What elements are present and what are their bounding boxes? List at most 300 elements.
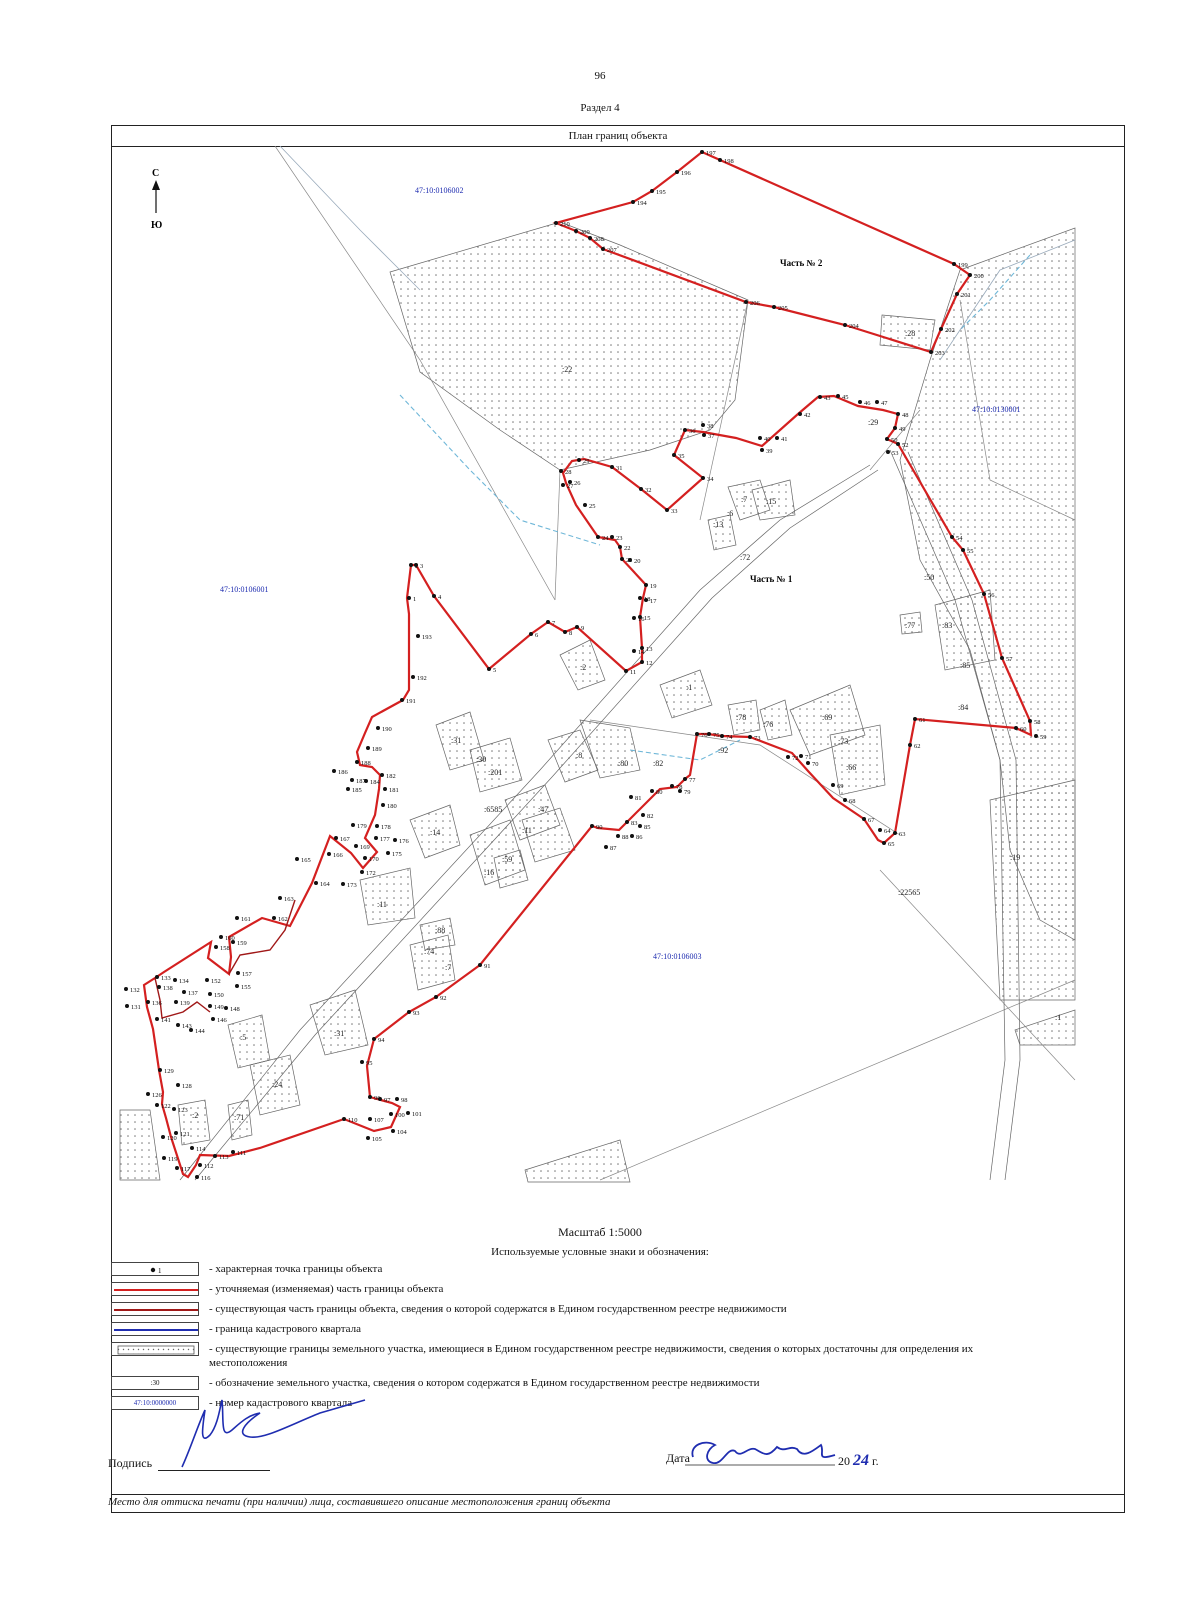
- point-label: 46: [864, 400, 871, 407]
- parcel-label: :13: [713, 520, 724, 529]
- quarter-label: 47:10:0106003: [653, 952, 702, 961]
- point-label: 119: [168, 1156, 178, 1163]
- boundary-point: [411, 675, 415, 679]
- point-label: 75: [713, 732, 720, 739]
- boundary-point: [639, 487, 643, 491]
- boundary-point: [157, 985, 161, 989]
- boundary-point: [629, 795, 633, 799]
- boundary-point: [368, 1095, 372, 1099]
- boundary-point: [235, 984, 239, 988]
- boundary-point: [236, 971, 240, 975]
- boundary-point: [885, 437, 889, 441]
- footer-divider: [111, 1494, 1125, 1495]
- point-label: 162: [278, 916, 288, 923]
- point-label: 33: [671, 508, 678, 515]
- boundary-point: [155, 1103, 159, 1107]
- point-label: 22: [624, 545, 631, 552]
- boundary-point: [342, 1117, 346, 1121]
- boundary-point: [588, 236, 592, 240]
- point-label: 54: [956, 535, 963, 542]
- boundary-point: [231, 1150, 235, 1154]
- point-label: 129: [164, 1068, 174, 1075]
- point-label: 43: [824, 395, 831, 402]
- compass-north: С: [152, 168, 160, 179]
- parcel-label: :71: [234, 1113, 245, 1122]
- point-label: 11: [630, 669, 637, 676]
- boundary-point: [775, 436, 779, 440]
- boundary-point: [618, 545, 622, 549]
- point-label: 146: [217, 1017, 227, 1024]
- point-label: 112: [204, 1163, 214, 1170]
- point-label: 20: [634, 558, 641, 565]
- point-label: 185: [352, 787, 362, 794]
- boundary-point: [155, 975, 159, 979]
- point-label: 31: [616, 465, 623, 472]
- parcel-label: :5: [240, 1033, 247, 1042]
- signature-label: Подпись: [108, 1456, 153, 1470]
- boundary-point: [610, 465, 614, 469]
- point-label: 24: [602, 535, 609, 542]
- boundary-point: [434, 995, 438, 999]
- boundary-point: [561, 483, 565, 487]
- point-label: 137: [188, 990, 198, 997]
- point-label: 78: [676, 784, 683, 791]
- point-label: 207: [607, 247, 617, 254]
- boundary-point: [640, 660, 644, 664]
- boundary-point: [195, 1175, 199, 1179]
- boundary-point: [224, 1006, 228, 1010]
- boundary-point: [843, 798, 847, 802]
- point-label: 172: [366, 870, 376, 877]
- point-label: 52: [902, 442, 909, 449]
- parcel-label: :11: [522, 826, 532, 835]
- point-label: 128: [182, 1083, 192, 1090]
- boundary-point: [683, 428, 687, 432]
- boundary-point: [400, 698, 404, 702]
- point-label: 197: [706, 150, 716, 157]
- boundary-point: [968, 273, 972, 277]
- point-label: 53: [892, 450, 899, 457]
- point-label: 114: [196, 1146, 206, 1153]
- point-label: 82: [647, 813, 654, 820]
- boundary-point: [650, 189, 654, 193]
- point-label: 48: [902, 412, 909, 419]
- boundary-point: [939, 327, 943, 331]
- parcel-label: :74: [424, 947, 435, 956]
- point-label: 80: [656, 789, 663, 796]
- boundary-point: [806, 761, 810, 765]
- point-label: 160: [225, 935, 235, 942]
- boundary-point: [155, 1017, 159, 1021]
- boundary-point: [487, 667, 491, 671]
- boundary-point: [596, 535, 600, 539]
- point-label: 110: [348, 1117, 358, 1124]
- boundary-point: [843, 323, 847, 327]
- part-label: Часть № 2: [780, 258, 823, 268]
- boundary-point: [798, 412, 802, 416]
- boundary-point: [577, 458, 581, 462]
- footer-note: Место для оттиска печати (при наличии) лица, составившего описание местоположения границ объекта: [108, 1496, 611, 1508]
- boundary-point: [799, 754, 803, 758]
- boundary-point: [632, 649, 636, 653]
- boundary-point: [641, 813, 645, 817]
- point-label: 85: [644, 824, 651, 831]
- boundary-point: [389, 1112, 393, 1116]
- boundary-point: [1034, 734, 1038, 738]
- part-label: Часть № 1: [750, 574, 793, 584]
- boundary-point: [416, 634, 420, 638]
- boundary-point: [380, 773, 384, 777]
- legend-swatch-parcel-label: :30: [111, 1376, 199, 1390]
- legend-text: - характерная точка границы объекта: [209, 1263, 383, 1275]
- parcel-label: :2: [192, 1111, 199, 1120]
- point-label: 79: [684, 789, 691, 796]
- boundary-point: [174, 1000, 178, 1004]
- point-label: 116: [201, 1175, 211, 1182]
- point-label: 184: [370, 779, 380, 786]
- point-label: 59: [1040, 734, 1047, 741]
- point-label: 169: [360, 844, 370, 851]
- point-label: 87: [610, 845, 617, 852]
- point-label: 1: [413, 596, 417, 603]
- boundary-point: [366, 746, 370, 750]
- point-label: 196: [681, 170, 691, 177]
- point-label: 67: [868, 817, 875, 824]
- boundary-point: [701, 423, 705, 427]
- point-label: 40: [764, 436, 771, 443]
- boundary-point: [858, 400, 862, 404]
- legend-text: - существующая часть границы объекта, сведения о которой содержатся в Едином государственном реестре недвижимости: [209, 1303, 787, 1315]
- parcel-label: :22: [562, 365, 573, 374]
- compass: [151, 168, 162, 231]
- map-scale: Масштаб 1:5000: [558, 1225, 642, 1239]
- date-year-suffix: г.: [872, 1454, 879, 1468]
- boundary-point: [351, 823, 355, 827]
- boundary-point: [631, 200, 635, 204]
- point-label: 38: [707, 423, 714, 430]
- boundary-point: [702, 433, 706, 437]
- point-label: 81: [635, 795, 642, 802]
- boundary-point: [886, 450, 890, 454]
- legend-text: - уточняемая (изменяемая) часть границы объекта: [209, 1283, 444, 1295]
- point-label: 176: [399, 838, 409, 845]
- boundary-point: [208, 1004, 212, 1008]
- parcel-label: :77: [905, 621, 916, 630]
- point-label: 181: [389, 787, 399, 794]
- boundary-point: [1028, 719, 1032, 723]
- boundary-point: [235, 916, 239, 920]
- parcel-label: :30: [476, 755, 487, 764]
- boundary-point: [955, 292, 959, 296]
- point-label: 7: [552, 620, 556, 627]
- parcel-label: :72: [740, 553, 751, 562]
- boundary-point: [760, 448, 764, 452]
- boundary-point: [644, 583, 648, 587]
- point-label: 173: [347, 882, 357, 889]
- boundary-point: [700, 150, 704, 154]
- boundary-point: [372, 1037, 376, 1041]
- parcel-label: :28: [905, 329, 916, 338]
- point-label: 34: [707, 476, 714, 483]
- boundary-point: [161, 1135, 165, 1139]
- boundary-point: [172, 1107, 176, 1111]
- boundary-point: [407, 1010, 411, 1014]
- point-label: 178: [381, 824, 391, 831]
- point-label: 126: [152, 1092, 162, 1099]
- boundary-point: [198, 1163, 202, 1167]
- boundary-point: [295, 857, 299, 861]
- point-label: 122: [161, 1103, 171, 1110]
- boundary-point: [546, 620, 550, 624]
- boundary-point: [670, 784, 674, 788]
- boundary-point: [610, 535, 614, 539]
- boundary-point: [360, 1060, 364, 1064]
- boundary-point: [125, 1004, 129, 1008]
- point-label: 210: [560, 221, 570, 228]
- boundary-point: [831, 783, 835, 787]
- point-label: 148: [230, 1006, 240, 1013]
- boundary-point: [650, 789, 654, 793]
- point-label: 159: [237, 940, 247, 947]
- boundary-point: [554, 221, 558, 225]
- point-label: 68: [849, 798, 856, 805]
- legend-swatch-parcel: [111, 1342, 199, 1356]
- point-label: 83: [631, 820, 638, 827]
- point-label: 186: [338, 769, 348, 776]
- point-label: 177: [380, 836, 390, 843]
- boundary-point: [616, 834, 620, 838]
- boundary-point: [208, 992, 212, 996]
- point-label: 18: [644, 596, 651, 603]
- point-label: 71: [805, 754, 812, 761]
- point-label: 98: [401, 1097, 408, 1104]
- boundary-point: [786, 755, 790, 759]
- parcel-label: :2: [580, 663, 587, 672]
- parcel-label: :15: [766, 497, 777, 506]
- compass-south: Ю: [151, 220, 163, 231]
- boundary-point: [620, 557, 624, 561]
- dotted-parcels: [120, 222, 1075, 1182]
- parcel-label: :92: [718, 746, 729, 755]
- point-label: 152: [211, 978, 221, 985]
- boundary-point: [818, 395, 822, 399]
- boundary-map: [112, 146, 1124, 1224]
- parcel-label: :66: [846, 763, 857, 772]
- date-label-text: Дата: [666, 1451, 690, 1465]
- boundary-point: [175, 1166, 179, 1170]
- boundary-point: [205, 978, 209, 982]
- boundary-point: [173, 978, 177, 982]
- point-label: 69: [837, 783, 844, 790]
- point-label: 15: [644, 615, 651, 622]
- legend-swatch-existing: [111, 1302, 199, 1316]
- point-label: 32: [645, 487, 652, 494]
- boundary-point: [638, 596, 642, 600]
- plan-title: План границ объекта: [112, 126, 1124, 147]
- boundary-point: [913, 717, 917, 721]
- point-label: 17: [650, 598, 657, 605]
- boundary-point: [381, 803, 385, 807]
- point-label: 19: [650, 583, 657, 590]
- point-label: 144: [195, 1028, 205, 1035]
- point-label: 37: [708, 433, 715, 440]
- point-label: 9: [581, 625, 585, 632]
- point-label: 204: [849, 323, 859, 330]
- boundary-point: [432, 594, 436, 598]
- point-label: 133: [161, 975, 171, 982]
- point-label: 8: [569, 630, 573, 637]
- point-label: 198: [724, 158, 734, 165]
- parcel-label: :82: [653, 759, 664, 768]
- point-label: 163: [284, 896, 294, 903]
- point-label: 35: [678, 453, 685, 460]
- boundary-point: [355, 760, 359, 764]
- boundary-point: [961, 548, 965, 552]
- point-label: 191: [406, 698, 416, 705]
- boundary-point: [707, 732, 711, 736]
- boundary-point: [190, 1146, 194, 1150]
- parcel-label: :6585: [484, 805, 503, 814]
- section-label: Раздел 4: [580, 102, 620, 114]
- parcel-label: :78: [736, 713, 747, 722]
- boundary-point: [176, 1083, 180, 1087]
- boundary-point: [376, 726, 380, 730]
- boundary-point: [158, 1068, 162, 1072]
- boundary-point: [386, 851, 390, 855]
- boundary-point: [346, 787, 350, 791]
- signature-icon: [170, 1395, 370, 1475]
- boundary-point: [395, 1097, 399, 1101]
- parcel-label: :73: [838, 737, 849, 746]
- boundary-point: [327, 852, 331, 856]
- legend-swatch-quarter-number: 47:10:0000000: [111, 1396, 199, 1410]
- point-label: 70: [812, 761, 819, 768]
- point-label: 12: [646, 660, 653, 667]
- boundary-point: [908, 743, 912, 747]
- point-label: 187: [356, 778, 366, 785]
- point-label: 95: [366, 1060, 373, 1067]
- legend-text: - номер кадастрового квартала: [209, 1397, 353, 1409]
- road: [180, 450, 1020, 1180]
- point-label: 164: [320, 881, 330, 888]
- boundary-point: [406, 1111, 410, 1115]
- parcel-label: :1: [1055, 1013, 1062, 1022]
- boundary-point: [695, 732, 699, 736]
- point-label: 157: [242, 971, 252, 978]
- point-label: 170: [369, 856, 379, 863]
- point-label: 3: [420, 563, 424, 570]
- point-label: 55: [967, 548, 974, 555]
- point-label: 189: [372, 746, 382, 753]
- point-label: 76: [701, 732, 708, 739]
- point-label: 93: [413, 1010, 420, 1017]
- parcel-label: :88: [435, 926, 446, 935]
- boundary-point: [672, 453, 676, 457]
- boundary-point: [929, 350, 933, 354]
- boundary-point: [878, 828, 882, 832]
- boundary-point: [882, 841, 886, 845]
- point-label: 90: [596, 824, 603, 831]
- point-label: 62: [914, 743, 921, 750]
- quarter-label: 47:10:0106002: [415, 186, 464, 195]
- point-label: 45: [842, 394, 849, 401]
- point-label: 23: [616, 535, 623, 542]
- point-label: 74: [726, 734, 733, 741]
- boundary-point: [624, 669, 628, 673]
- boundary-point: [748, 735, 752, 739]
- parcel-label: :76: [763, 720, 774, 729]
- point-label: 25: [589, 503, 596, 510]
- point-label: 27: [567, 483, 574, 490]
- point-label: 36: [689, 428, 696, 435]
- boundary-point: [354, 844, 358, 848]
- point-label: 6: [535, 632, 539, 639]
- point-label: 26: [574, 480, 581, 487]
- boundary-point: [893, 426, 897, 430]
- parcel-label: :16: [484, 868, 495, 877]
- point-label: 208: [594, 236, 604, 243]
- legend-swatch-quarter: [111, 1322, 199, 1336]
- point-label: 29: [583, 458, 590, 465]
- boundary-point: [982, 592, 986, 596]
- point-label: 166: [333, 852, 343, 859]
- point-label: 101: [412, 1111, 422, 1118]
- parcel-label: :6: [727, 509, 734, 518]
- point-label: 180: [387, 803, 397, 810]
- parcel-label: :8: [576, 751, 583, 760]
- boundary-point: [1000, 656, 1004, 660]
- point-label: 134: [179, 978, 189, 985]
- point-label: 13: [646, 646, 653, 653]
- boundary-point: [720, 734, 724, 738]
- parcel-label: :31: [334, 1029, 345, 1038]
- parcel-label: :85: [960, 661, 971, 670]
- point-label: 60: [1020, 726, 1027, 733]
- point-label: 86: [636, 834, 643, 841]
- point-label: 92: [440, 995, 447, 1002]
- point-label: 188: [361, 760, 371, 767]
- legend-text: - существующие границы земельного участка, имеющиеся в Едином государственном реестре недвижимости, сведения о которых достаточны для определения их местоположения: [209, 1343, 974, 1369]
- date-year-prefix: 20: [838, 1454, 850, 1468]
- boundary-point: [529, 632, 533, 636]
- boundary-point: [604, 845, 608, 849]
- point-label: 150: [214, 992, 224, 999]
- point-label: 58: [1034, 719, 1041, 726]
- parcel-label: :1: [686, 683, 693, 692]
- boundary-point: [632, 616, 636, 620]
- boundary-point: [559, 469, 563, 473]
- boundary-point: [583, 503, 587, 507]
- point-label: 203: [935, 350, 945, 357]
- boundary-point: [182, 990, 186, 994]
- boundary-point: [701, 476, 705, 480]
- boundary-point: [862, 817, 866, 821]
- point-label: 47: [881, 400, 888, 407]
- boundary-point: [341, 882, 345, 886]
- point-label: 192: [417, 675, 427, 682]
- point-label: 113: [219, 1154, 229, 1161]
- date-year-handwritten: 24: [853, 1452, 869, 1469]
- parcel-label: :83: [942, 621, 953, 630]
- boundary-point: [393, 838, 397, 842]
- quarter-label: 47:10:0106001: [220, 585, 269, 594]
- boundary-point: [630, 834, 634, 838]
- point-label: 193: [422, 634, 432, 641]
- boundary-point: [574, 229, 578, 233]
- point-label: 167: [340, 836, 350, 843]
- point-label: 104: [397, 1129, 407, 1136]
- parcel-label: :24: [272, 1080, 283, 1089]
